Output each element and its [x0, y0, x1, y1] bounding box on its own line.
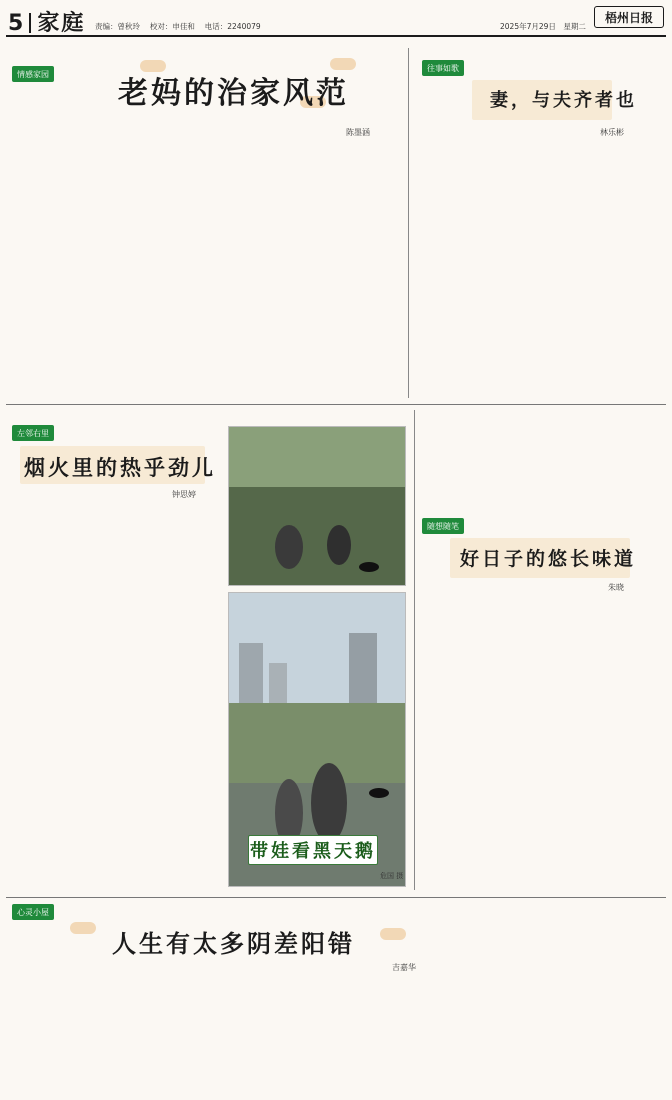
header-divider [29, 13, 31, 33]
section-badge: 往事如歌 [422, 60, 464, 76]
black-swan-photo-top [228, 426, 406, 586]
newspaper-logo: 梧州日报 [594, 6, 664, 28]
issue-date: 2025年7月29日 星期二 [500, 22, 586, 31]
article-headline: 人生有太多阴差阳错 [112, 930, 355, 958]
article-byline: 陈墨涵 [346, 128, 370, 137]
header-rule [6, 35, 666, 37]
section-badge: 左邻右里 [12, 425, 54, 441]
page-number: 5 [8, 11, 26, 36]
article-byline: 钟思婷 [172, 490, 196, 499]
page-header [8, 6, 85, 37]
photo-credit: 危国 摄 [380, 872, 404, 880]
article-headline: 烟火里的热乎劲儿 [24, 456, 216, 480]
section-rule [6, 404, 666, 405]
article-byline: 朱晓 [608, 583, 624, 592]
article-headline: 好日子的悠长味道 [460, 548, 637, 570]
section-badge: 情感家园 [12, 66, 54, 82]
section-name: 家庭 [37, 11, 86, 36]
staff-line: 责编：曾秋玲 校对：申佳和 电话：2240079 [95, 22, 261, 31]
section-badge: 随想随笔 [422, 518, 464, 534]
article-headline: 老妈的治家风范 [118, 76, 349, 111]
column-divider [414, 410, 415, 890]
article-byline: 林乐彬 [600, 128, 624, 137]
masthead [0, 0, 672, 40]
section-badge: 心灵小屋 [12, 904, 54, 920]
column-divider [408, 48, 409, 398]
section-rule [6, 897, 666, 898]
article-byline: 吉嘉华 [392, 963, 416, 972]
article-headline: 妻，与夫齐者也 [490, 90, 637, 111]
photo-caption: 带娃看黑天鹅 [248, 835, 378, 865]
